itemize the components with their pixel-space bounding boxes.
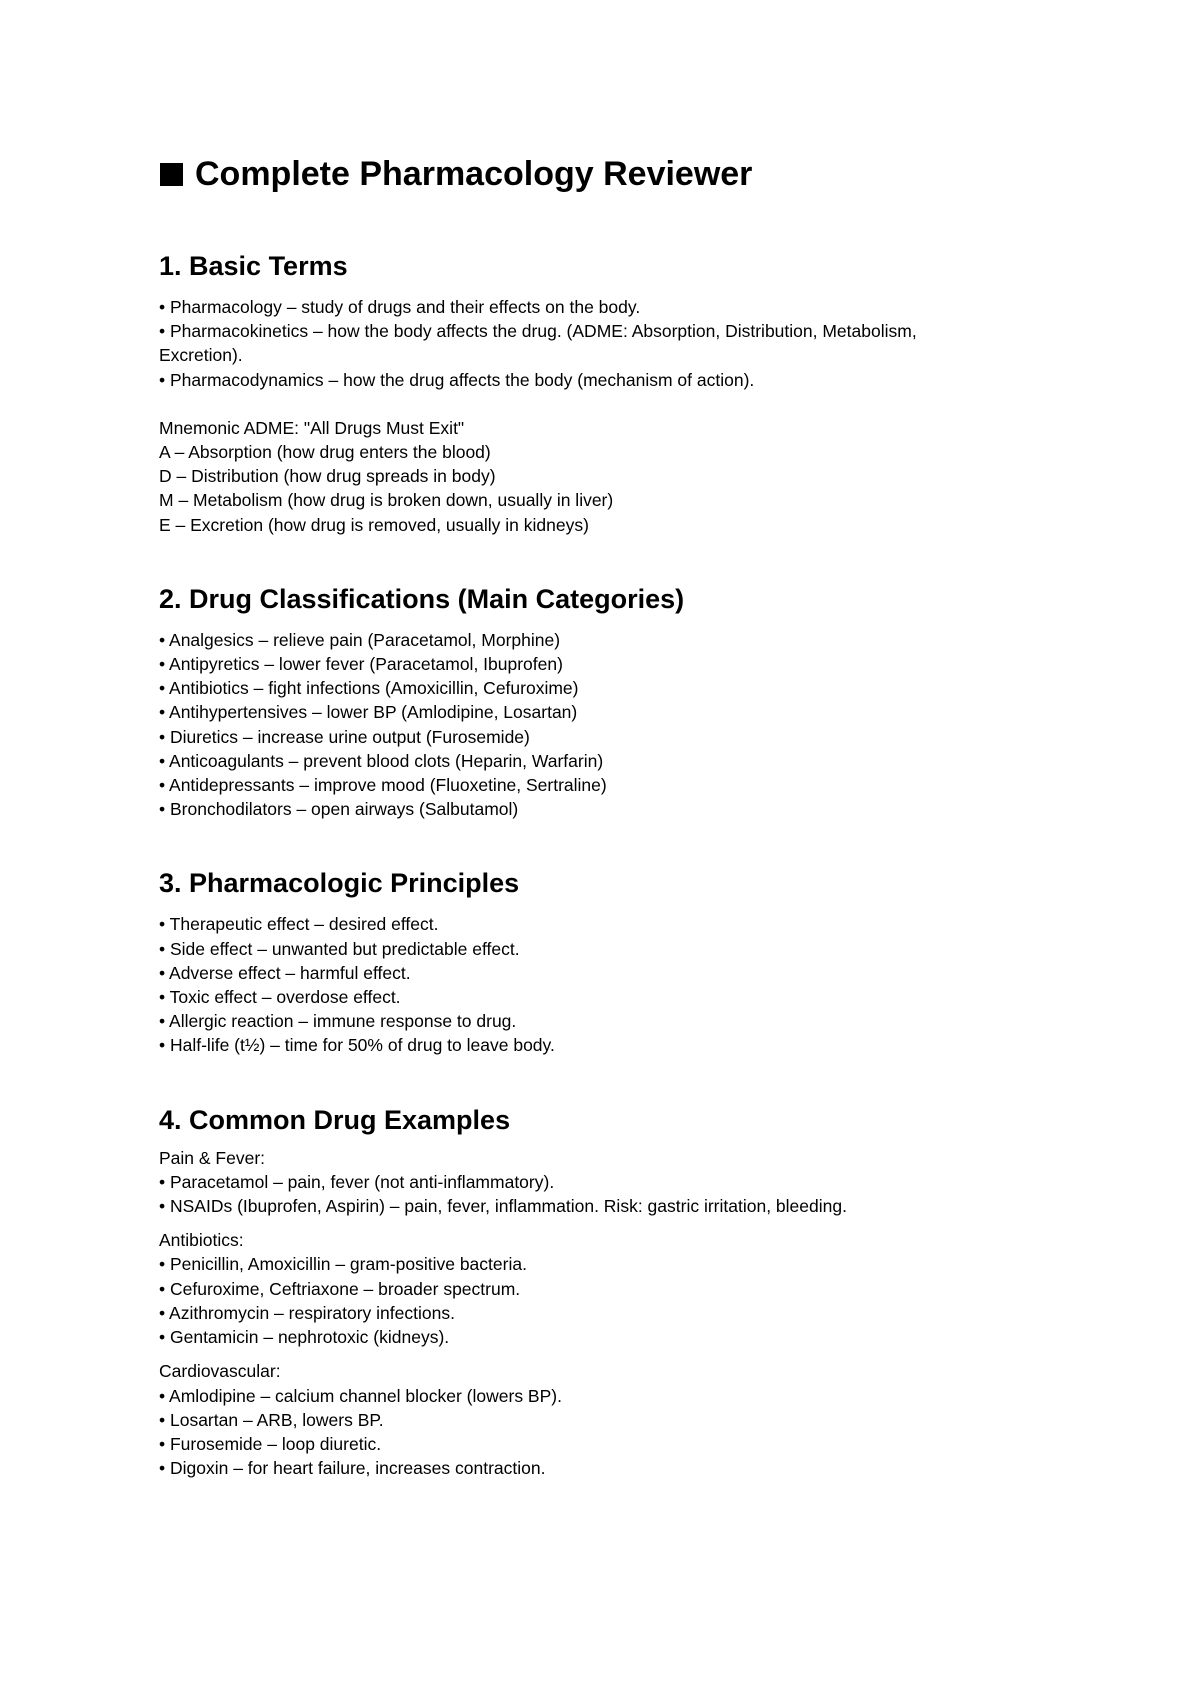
list-item: • Antibiotics – fight infections (Amoxicillin, Cefuroxime)	[159, 678, 579, 699]
list-item: • Adverse effect – harmful effect.	[159, 962, 411, 983]
mnemonic-line: A – Absorption (how drug enters the blood)	[159, 442, 491, 463]
black-square-icon	[160, 163, 183, 186]
list-item-continuation: Excretion).	[159, 345, 243, 366]
adme-mnemonic	[159, 416, 1059, 537]
list-item: • Toxic effect – overdose effect.	[159, 987, 401, 1008]
drug-group-antibiotics	[159, 1228, 1059, 1349]
section-drug-classifications	[159, 583, 1059, 822]
list-item: • Losartan – ARB, lowers BP.	[159, 1409, 384, 1430]
list-item: • Cefuroxime, Ceftriaxone – broader spectrum.	[159, 1278, 521, 1299]
document-body	[159, 154, 1059, 1480]
list-item: • Penicillin, Amoxicillin – gram-positive bacteria.	[159, 1254, 527, 1275]
list-item: • Allergic reaction – immune response to drug.	[159, 1011, 517, 1032]
basic-terms-list	[159, 295, 1059, 392]
list-item: • Bronchodilators – open airways (Salbutamol)	[159, 799, 519, 820]
mnemonic-line: D – Distribution (how drug spreads in body)	[159, 466, 496, 487]
list-item: • Diuretics – increase urine output (Furosemide)	[159, 726, 530, 747]
section-heading: 4. Common Drug Examples	[159, 1104, 511, 1135]
mnemonic-line: M – Metabolism (how drug is broken down, usually in liver)	[159, 490, 614, 511]
list-item: • Amlodipine – calcium channel blocker (lowers BP).	[159, 1385, 562, 1406]
section-pharmacologic-principles	[159, 867, 1059, 1057]
classifications-list	[159, 628, 1059, 822]
list-item: • Pharmacodynamics – how the drug affects the body (mechanism of action).	[159, 369, 755, 390]
list-item: • Analgesics – relieve pain (Paracetamol, Morphine)	[159, 629, 561, 650]
mnemonic-line: E – Excretion (how drug is removed, usually in kidneys)	[159, 514, 589, 535]
group-label: Cardiovascular:	[159, 1361, 281, 1382]
list-item: • NSAIDs (Ibuprofen, Aspirin) – pain, fever, inflammation. Risk: gastric irritation, bleeding.	[159, 1196, 847, 1217]
section-common-drug-examples	[159, 1104, 1059, 1481]
document-title-text: Complete Pharmacology Reviewer	[195, 155, 753, 193]
mnemonic-title: Mnemonic ADME: "All Drugs Must Exit"	[159, 417, 465, 438]
drug-group-pain-fever	[159, 1146, 1059, 1219]
list-item: • Pharmacokinetics – how the body affects the drug. (ADME: Absorption, Distribution, Metabolism,	[159, 321, 917, 342]
list-item: • Antipyretics – lower fever (Paracetamol, Ibuprofen)	[159, 654, 563, 675]
group-label: Pain & Fever:	[159, 1147, 266, 1168]
list-item: • Furosemide – loop diuretic.	[159, 1433, 382, 1454]
list-item: • Antihypertensives – lower BP (Amlodipine, Losartan)	[159, 702, 578, 723]
list-item: • Therapeutic effect – desired effect.	[159, 914, 439, 935]
section-basic-terms	[159, 250, 1059, 537]
list-item: • Gentamicin – nephrotoxic (kidneys).	[159, 1327, 450, 1348]
drug-group-cardiovascular	[159, 1359, 1059, 1480]
list-item: • Digoxin – for heart failure, increases contraction.	[159, 1458, 546, 1479]
list-item: • Azithromycin – respiratory infections.	[159, 1302, 455, 1323]
document-title	[159, 154, 1059, 194]
list-item: • Antidepressants – improve mood (Fluoxetine, Sertraline)	[159, 775, 607, 796]
list-item: • Paracetamol – pain, fever (not anti-inflammatory).	[159, 1171, 555, 1192]
list-item: • Anticoagulants – prevent blood clots (Heparin, Warfarin)	[159, 750, 604, 771]
section-heading: 2. Drug Classifications (Main Categories)	[159, 583, 685, 614]
list-item: • Side effect – unwanted but predictable effect.	[159, 938, 520, 959]
section-heading: 3. Pharmacologic Principles	[159, 868, 520, 899]
group-label: Antibiotics:	[159, 1230, 244, 1251]
list-item: • Pharmacology – study of drugs and their effects on the body.	[159, 297, 641, 317]
list-item: • Half-life (t½) – time for 50% of drug to leave body.	[159, 1035, 555, 1056]
section-heading: 1. Basic Terms	[159, 251, 348, 281]
principles-list	[159, 912, 1059, 1057]
